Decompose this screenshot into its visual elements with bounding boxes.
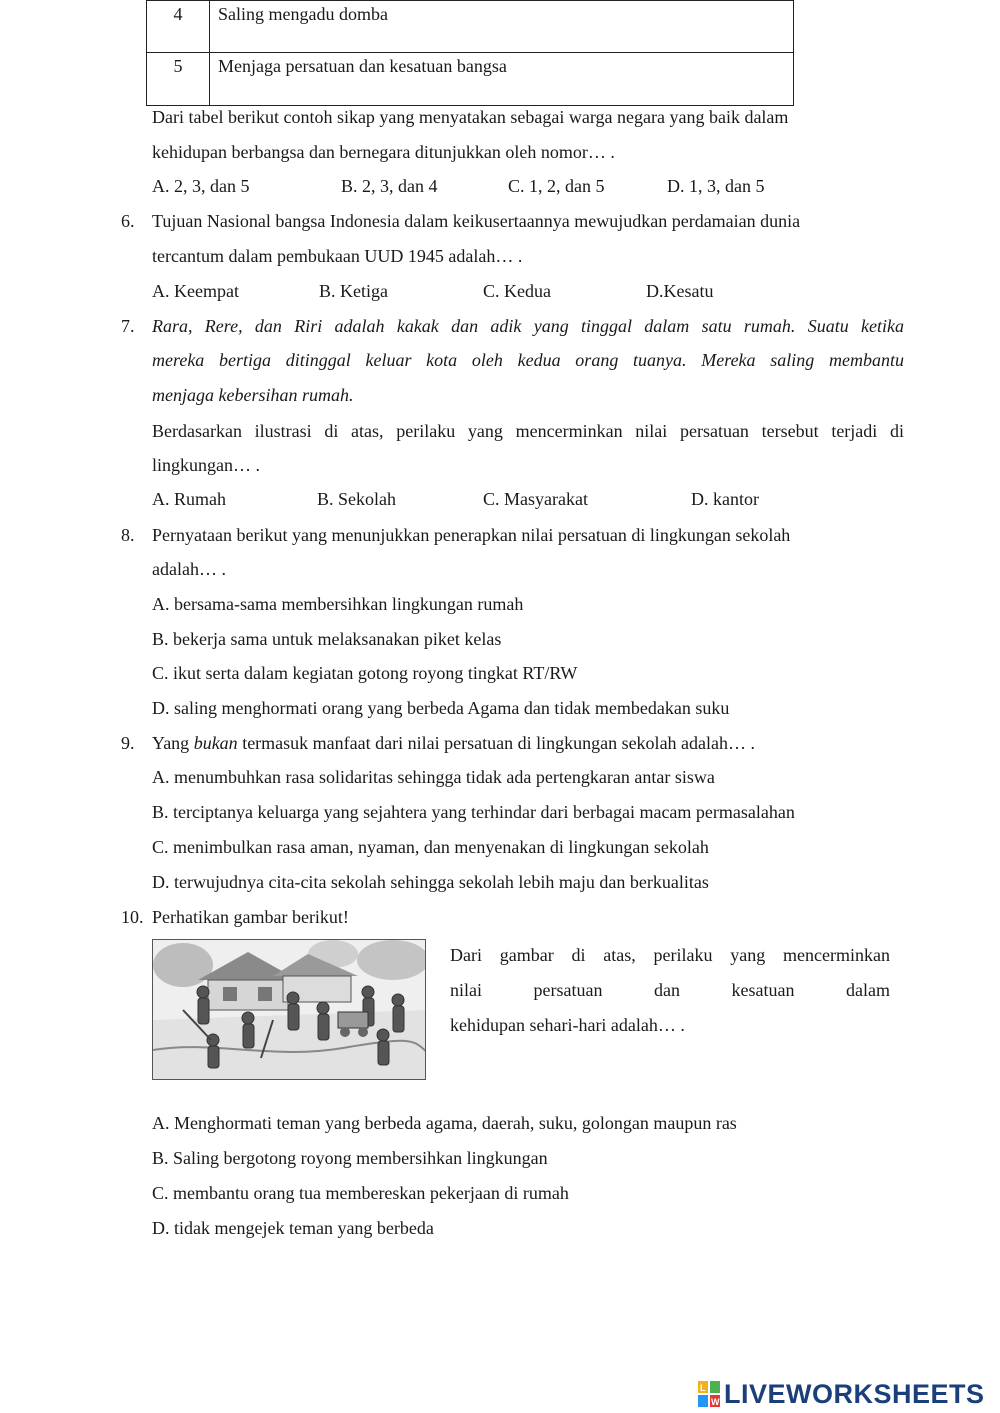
svg-text:L: L	[700, 1383, 706, 1393]
q10-side-line3: kehidupan sehari-hari adalah… .	[450, 1015, 685, 1035]
q10-option-b[interactable]: B. Saling bergotong royong membersihkan lingkungan	[152, 1148, 548, 1168]
table-row	[147, 1, 794, 53]
q6-option-c[interactable]: C. Kedua	[483, 281, 551, 301]
q10-side-line1: Dari gambar di atas, perilaku yang mencerminkan	[450, 945, 890, 965]
illustration-drawing	[153, 940, 426, 1080]
liveworksheets-wordmark: LIVEWORKSHEETS	[724, 1378, 985, 1409]
q7-story-line3: menjaga kebersihan rumah.	[152, 385, 354, 405]
q8-text-line2: adalah… .	[152, 559, 226, 579]
q8-option-a[interactable]: A. bersama-sama membersihkan lingkungan rumah	[152, 594, 524, 614]
q9-text	[152, 733, 755, 754]
q9-text-post: termasuk manfaat dari nilai persatuan di lingkungan sekolah adalah… .	[237, 733, 756, 753]
liveworksheets-logo[interactable]	[698, 1377, 985, 1411]
q7-option-c[interactable]: C. Masyarakat	[483, 489, 588, 509]
svg-text:W: W	[711, 1397, 720, 1407]
q6-number: 6.	[121, 211, 135, 231]
table-row	[147, 53, 794, 106]
q5-option-a[interactable]: A. 2, 3, dan 5	[152, 176, 250, 196]
q8-number: 8.	[121, 525, 135, 545]
q6-text-line2: tercantum dalam pembukaan UUD 1945 adalah… .	[152, 246, 523, 266]
q7-option-b[interactable]: B. Sekolah	[317, 489, 396, 509]
table-cell-number: 4	[147, 1, 210, 53]
q9-text-pre: Yang	[152, 733, 194, 753]
table-cell-text: Menjaga persatuan dan kesatuan bangsa	[210, 53, 794, 106]
q9-option-c[interactable]: C. menimbulkan rasa aman, nyaman, dan menyenakan di lingkungan sekolah	[152, 837, 709, 857]
q5-option-b[interactable]: B. 2, 3, dan 4	[341, 176, 438, 196]
q6-text-line1: Tujuan Nasional bangsa Indonesia dalam keikusertaannya mewujudkan perdamaian dunia	[152, 211, 801, 231]
q8-option-c[interactable]: C. ikut serta dalam kegiatan gotong royong tingkat RT/RW	[152, 663, 578, 683]
q7-story-line1: Rara, Rere, dan Riri adalah kakak dan adik yang tinggal dalam satu rumah. Suatu ketika	[152, 316, 904, 336]
q5-option-c[interactable]: C. 1, 2, dan 5	[508, 176, 605, 196]
q10-number: 10.	[121, 907, 144, 927]
q8-option-b[interactable]: B. bekerja sama untuk melaksanakan piket kelas	[152, 629, 502, 649]
table-cell-text: Saling mengadu domba	[210, 1, 794, 53]
q7-option-d[interactable]: D. kantor	[691, 489, 759, 509]
gotong-royong-illustration	[152, 939, 426, 1080]
q9-option-b[interactable]: B. terciptanya keluarga yang sejahtera yang terhindar dari berbagai macam permasalahan	[152, 802, 795, 822]
statement-table	[146, 0, 794, 106]
q7-option-a[interactable]: A. Rumah	[152, 489, 226, 509]
q5-text-line2: kehidupan berbangsa dan bernegara ditunjukkan oleh nomor… .	[152, 142, 615, 162]
q10-option-a[interactable]: A. Menghormati teman yang berbeda agama, daerah, suku, golongan maupun ras	[152, 1113, 737, 1133]
q7-question-line1: Berdasarkan ilustrasi di atas, perilaku yang mencerminkan nilai persatuan tersebut terjadi di	[152, 421, 904, 441]
table-cell-number: 5	[147, 53, 210, 106]
q8-option-d[interactable]: D. saling menghormati orang yang berbeda Agama dan tidak membedakan suku	[152, 698, 730, 718]
q5-option-d[interactable]: D. 1, 3, dan 5	[667, 176, 765, 196]
q5-text-line1: Dari tabel berikut contoh sikap yang menyatakan sebagai warga negara yang baik dalam	[152, 107, 789, 127]
q9-text-emphasis: bukan	[193, 733, 238, 753]
q7-number: 7.	[121, 316, 135, 336]
q9-number: 9.	[121, 733, 135, 753]
q10-side-line2: nilai persatuan dan kesatuan dalam	[450, 980, 890, 1000]
q10-option-c[interactable]: C. membantu orang tua membereskan pekerjaan di rumah	[152, 1183, 569, 1203]
q10-option-d[interactable]: D. tidak mengejek teman yang berbeda	[152, 1218, 434, 1238]
q8-text-line1: Pernyataan berikut yang menunjukkan penerapkan nilai persatuan di lingkungan sekolah	[152, 525, 791, 545]
q7-question-line2: lingkungan… .	[152, 455, 260, 475]
liveworksheets-badge-icon	[698, 1381, 720, 1407]
q6-option-d[interactable]: D.Kesatu	[646, 281, 714, 301]
q6-option-a[interactable]: A. Keempat	[152, 281, 239, 301]
q9-option-a[interactable]: A. menumbuhkan rasa solidaritas sehingga tidak ada pertengkaran antar siswa	[152, 767, 715, 787]
q7-story-line2: mereka bertiga ditinggal keluar kota oleh kedua orang tuanya. Mereka saling membantu	[152, 350, 904, 370]
q6-option-b[interactable]: B. Ketiga	[319, 281, 388, 301]
q10-text: Perhatikan gambar berikut!	[152, 907, 349, 927]
q9-option-d[interactable]: D. terwujudnya cita-cita sekolah sehingga sekolah lebih maju dan berkualitas	[152, 872, 709, 892]
